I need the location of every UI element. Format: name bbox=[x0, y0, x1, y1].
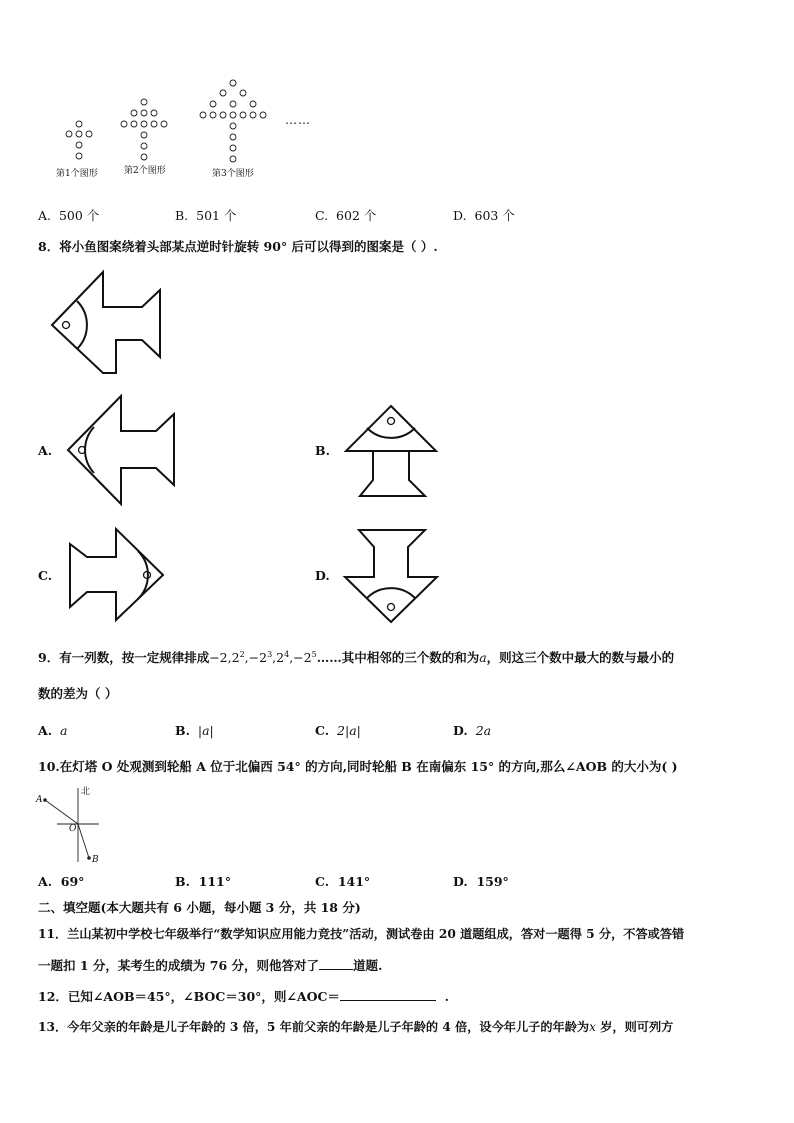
q9-stem-part1: 9．有一列数，按一定规律排成 bbox=[38, 650, 210, 665]
q13-line bbox=[38, 1019, 673, 1035]
q8-option-a-label[interactable]: A. bbox=[38, 443, 53, 458]
caption-figure-3: 第3个图形 bbox=[212, 169, 254, 179]
q11-line2 bbox=[38, 957, 382, 974]
option-letter: C. bbox=[315, 208, 329, 223]
q9-exp: 4 bbox=[284, 649, 290, 659]
q10-option-d[interactable] bbox=[453, 874, 509, 890]
q11-line1: 11．兰山某初中学校七年级举行“数学知识应用能力竞技”活动，测试卷由 20 道题组成，答对一题得 5 分，不答或答错 bbox=[38, 927, 685, 941]
q9-stem: 9．有一列数，按一定规律排成$-2,2^2,-2^3,2^4,-2^5\dots\dots$其中相邻的三个数的和为a，则这三个数中最大的数与最小的 bbox=[38, 649, 675, 665]
q8-option-c-label[interactable]: C. bbox=[38, 568, 53, 583]
q10-option-a[interactable] bbox=[38, 874, 84, 890]
q9-sequence: −2,2 bbox=[209, 650, 240, 665]
option-text: 602 个 bbox=[336, 208, 377, 223]
option-letter: B. bbox=[175, 723, 190, 738]
option-letter: A. bbox=[38, 208, 52, 223]
option-text: 500 个 bbox=[58, 208, 100, 223]
q9-exp: 5 bbox=[311, 649, 317, 659]
caption-figure-2: 第2个图形 bbox=[124, 166, 166, 176]
option-text: |a| bbox=[197, 723, 214, 738]
q13-var: x bbox=[589, 1020, 596, 1034]
option-letter: B. bbox=[175, 874, 190, 889]
compass-label-a: A bbox=[36, 795, 43, 805]
option-letter: D. bbox=[453, 874, 468, 889]
q11-line2-tail: 道题. bbox=[353, 958, 383, 973]
q11-line2-text: 一题扣 1 分，某考生的成绩为 76 分，则他答对了 bbox=[38, 958, 320, 973]
q12-tail: . bbox=[444, 989, 450, 1004]
option-text: 2a bbox=[475, 723, 492, 738]
q11-answer-blank[interactable] bbox=[319, 957, 353, 970]
option-text: 603 个 bbox=[474, 208, 515, 223]
option-letter: A. bbox=[38, 874, 53, 889]
q8-option-b-label[interactable]: B. bbox=[315, 443, 330, 458]
q9-stem-part3: ，则这三个数中最大的数与最小的 bbox=[486, 650, 675, 665]
compass-label-o: O bbox=[69, 824, 77, 834]
q13-tail: 岁，则可列方 bbox=[596, 1020, 674, 1034]
q12-line bbox=[38, 988, 449, 1005]
q9-exp: 2 bbox=[239, 649, 245, 659]
q9-stem-line2: 数的差为（ ） bbox=[38, 686, 118, 701]
q9-var: a bbox=[479, 650, 487, 665]
option-letter: C. bbox=[315, 874, 330, 889]
q13-text: 13．今年父亲的年龄是儿子年龄的 3 倍，5 年前父亲的年龄是儿子年龄的 4 倍，设今年儿子的年龄为 bbox=[38, 1020, 590, 1034]
q12-text: 12．已知∠AOB＝45°，∠BOC＝30°，则∠AOC＝ bbox=[38, 989, 340, 1004]
q8-stem: 8．将小鱼图案绕着头部某点逆时针旋转 90° 后可以得到的图案是（ ）. bbox=[38, 239, 438, 254]
q8-option-d-label[interactable]: D. bbox=[315, 568, 330, 583]
option-text: 69° bbox=[60, 874, 85, 889]
option-text: 2|a| bbox=[337, 723, 361, 738]
pattern-ellipsis: …… bbox=[285, 113, 311, 127]
option-letter: C. bbox=[315, 723, 330, 738]
option-text: a bbox=[60, 723, 68, 738]
option-letter: B. bbox=[175, 208, 189, 223]
compass-label-north: 北 bbox=[81, 787, 91, 797]
option-text: 501 个 bbox=[196, 208, 237, 223]
option-letter: D. bbox=[453, 723, 468, 738]
option-text: 159° bbox=[476, 874, 509, 889]
q10-stem: 10.在灯塔 O 处观测到轮船 A 位于北偏西 54° 的方向,同时轮船 B 在南偏东 15° 的方向,那么∠AOB 的大小为( ) bbox=[38, 759, 678, 774]
option-letter: D. bbox=[453, 208, 467, 223]
section-2-heading: 二、填空题(本大题共有 6 小题，每小题 3 分，共 18 分) bbox=[38, 900, 361, 915]
q12-answer-blank[interactable] bbox=[340, 988, 436, 1001]
q10-option-b[interactable] bbox=[175, 874, 231, 890]
option-letter: A. bbox=[38, 723, 53, 738]
caption-figure-1: 第1个图形 bbox=[56, 169, 98, 179]
option-text: 111° bbox=[198, 874, 231, 889]
option-text: 141° bbox=[337, 874, 371, 889]
q10-option-c[interactable] bbox=[315, 874, 370, 890]
q9-stem-part2: ……其中相邻的三个数的和为 bbox=[316, 650, 480, 665]
compass-label-b: B bbox=[92, 855, 99, 865]
q9-exp: 3 bbox=[267, 649, 273, 659]
